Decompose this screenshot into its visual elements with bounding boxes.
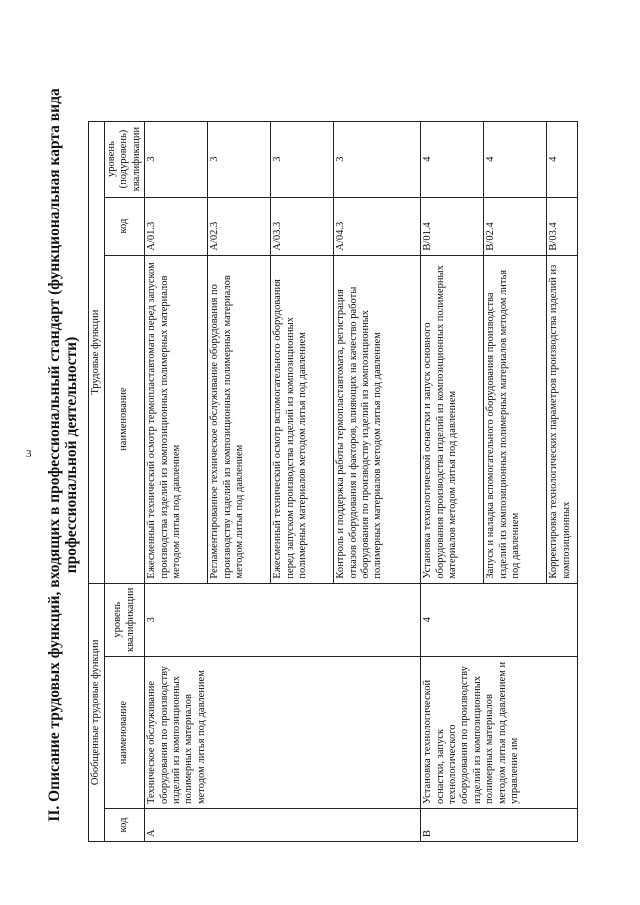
title-line-2: профессиональной деятельности) [63, 336, 80, 574]
function-code: B/01.4 [421, 197, 484, 255]
code-header: код [105, 809, 145, 842]
function-level: 4 [484, 121, 547, 197]
function-level: 3 [145, 121, 208, 197]
function-code-header: код [105, 197, 145, 255]
title-line-1: II. Описание трудовых функций, входящих в профессиональный стандарт (функциональная карта вида [46, 88, 63, 822]
function-code: A/01.3 [145, 197, 208, 255]
table-row [421, 121, 484, 841]
group-name: Техническое обслуживание оборудования по производству изделий из композиционных полимерных материалов методом литья под давлением [145, 657, 421, 809]
header-row-2 [105, 121, 145, 841]
group-name: Установка технологической оснастки, запуск технологического оборудования по производству изделий из композиционных полимерных материалов методом литья под давлением и управление им [421, 657, 578, 809]
table-row [145, 121, 208, 841]
function-name: Регламентированное техническое обслуживание оборудования по производству изделий из композиционных полимерных материалов методом литья под давлением [208, 255, 271, 583]
function-name-header: наименование [105, 255, 145, 583]
function-code: A/04.3 [334, 197, 421, 255]
group-code: B [421, 809, 578, 842]
function-level: 4 [547, 121, 578, 197]
level-header: уровень квалификации [105, 583, 145, 656]
generalized-functions-header: Обобщенные трудовые функции [89, 583, 105, 841]
function-name: Контроль и поддержка работы термопластавтомата, регистрация отказов оборудования и факторов, влияющих на качество работы оборудования по производству изделий из композиционных полимерных материалов методом литья под давлением [334, 255, 421, 583]
labor-functions-header: Трудовые функции [89, 121, 105, 583]
group-level: 4 [421, 583, 578, 656]
page-number: 3 [26, 448, 32, 460]
functions-table [88, 121, 578, 842]
function-code: B/03.4 [547, 197, 578, 255]
group-code: A [145, 809, 421, 842]
function-level: 3 [334, 121, 421, 197]
section-title [46, 65, 80, 845]
name-header: наименование [105, 657, 145, 809]
function-code: A/03.3 [271, 197, 334, 255]
function-level: 3 [208, 121, 271, 197]
function-level: 3 [271, 121, 334, 197]
function-level: 4 [421, 121, 484, 197]
sublevel-header: уровень (подуровень) квалификации [105, 121, 145, 197]
function-name: Установка технологической оснастки и запуск основного оборудования производства изделий из композиционных полимерных материалов методом литья под давлением [421, 255, 484, 583]
group-level: 3 [145, 583, 421, 656]
function-code: A/02.3 [208, 197, 271, 255]
function-code: B/02.4 [484, 197, 547, 255]
header-row-1 [89, 121, 105, 841]
function-name: Ежесменный технический осмотр вспомогательного оборудования перед запуском производства изделий из композиционных полимерных материалов методом литья под давлением [271, 255, 334, 583]
function-name: Ежесменный технический осмотр термопластавтомата перед запуском производства изделий из композиционных полимерных материалов методом литья под давлением [145, 255, 208, 583]
function-name: Корректировка технологических параметров производства изделий из композиционных [547, 255, 578, 583]
function-name: Запуск и наладка вспомогательного оборудования производства изделий из композиционных полимерных материалов методом литья под давлением [484, 255, 547, 583]
